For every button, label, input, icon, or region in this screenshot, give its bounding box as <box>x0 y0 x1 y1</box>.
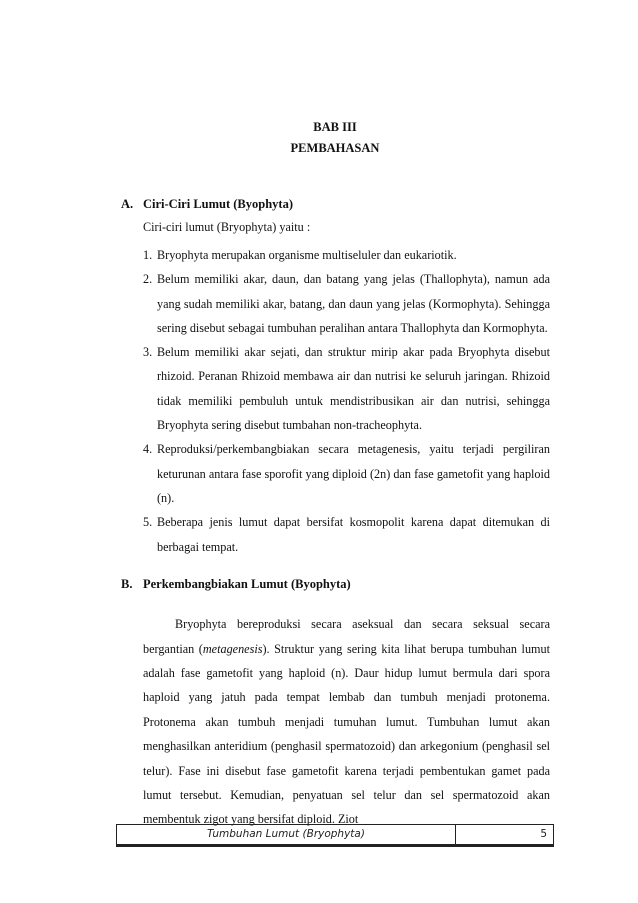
chapter-title: PEMBAHASAN <box>290 141 380 155</box>
list-item-number: 3. <box>143 345 153 360</box>
list-item <box>143 243 550 267</box>
list-item <box>143 510 550 559</box>
list-item-text: Bryophyta merupakan organisme multiseluler dan eukariotik. <box>157 248 457 262</box>
list-item-text: Belum memiliki akar sejati, dan struktur mirip akar pada Bryophyta disebut rhizoid. Peranan Rhizoid membawa air dan nutrisi ke seluruh jaringan. Rhizoid tidak memiliki pembuluh untuk mendistribusikan air dan nutrisi, sehingga Bryophyta sering disebut tumbahan non-tracheophyta. <box>157 345 550 433</box>
paragraph-italic-term: metagenesis <box>202 641 263 656</box>
paragraph-text: ). Struktur yang sering kita lihat berupa tumbuhan lumut adalah fase gametofit yang haploid (n). Daur hidup lumut bermula dari spora haploid yang jatuh pada tempat lembab dan tumbuh menjadi protonema. Protonema akan tumbuh menjadi tumuhan lumut. Tumbuhan lumut akan menghasilkan anteridium (penghasil spermatozoid) dan arkegonium (penghasil sel telur). Fase ini disebut fase gametofit karena terjadi pembentukan gamet pada lumut tersebut. Kemudian, penyatuan sel telur dan sel spermatozoid akan membentuk zigot yang bersifat diploid. Ziot <box>143 641 550 827</box>
section-a-intro: Ciri-ciri lumut (Bryophyta) yaitu : <box>143 220 311 234</box>
list-item-number: 2. <box>143 272 153 287</box>
section-b-letter: B. <box>121 577 133 591</box>
section-b-title: Perkembangbiakan Lumut (Byophyta) <box>143 577 351 591</box>
list-item-text: Reproduksi/perkembangbiakan secara metagenesis, yaitu terjadi pergiliran keturunan antara fase sporofit yang diploid (2n) dan fase gametofit yang haploid (n). <box>157 442 550 505</box>
list-item-number: 1. <box>143 248 153 262</box>
list-item-text: Belum memiliki akar, daun, dan batang yang jelas (Thallophyta), namun ada yang sudah memiliki akar, batang, dan daun yang jelas (Kormophyta). Sehingga sering disebut sebagai tumbuhan peralihan antara Thallophyta dan Kormophyta. <box>157 272 550 335</box>
list-item <box>143 267 550 340</box>
list-item <box>143 437 550 510</box>
characteristics-list <box>143 243 550 559</box>
section-a-letter: A. <box>121 197 134 211</box>
section-a-title: Ciri-Ciri Lumut (Byophyta) <box>143 197 293 211</box>
list-item <box>143 340 550 437</box>
footer-title: Tumbuhan Lumut (Bryophyta) <box>117 825 456 844</box>
paragraph-text: Bryophyta bereproduksi secara aseksual dan secara seksual secara bergantian ( <box>143 617 550 656</box>
list-item-text: Beberapa jenis lumut dapat bersifat kosmopolit karena dapat ditemukan di berbagai tempat. <box>157 515 550 554</box>
section-b-paragraph <box>143 612 550 832</box>
chapter-number: BAB III <box>313 120 357 134</box>
list-item-number: 4. <box>143 442 153 457</box>
page-footer <box>116 824 554 847</box>
page-number: 5 <box>540 828 547 840</box>
list-item-number: 5. <box>143 515 153 530</box>
